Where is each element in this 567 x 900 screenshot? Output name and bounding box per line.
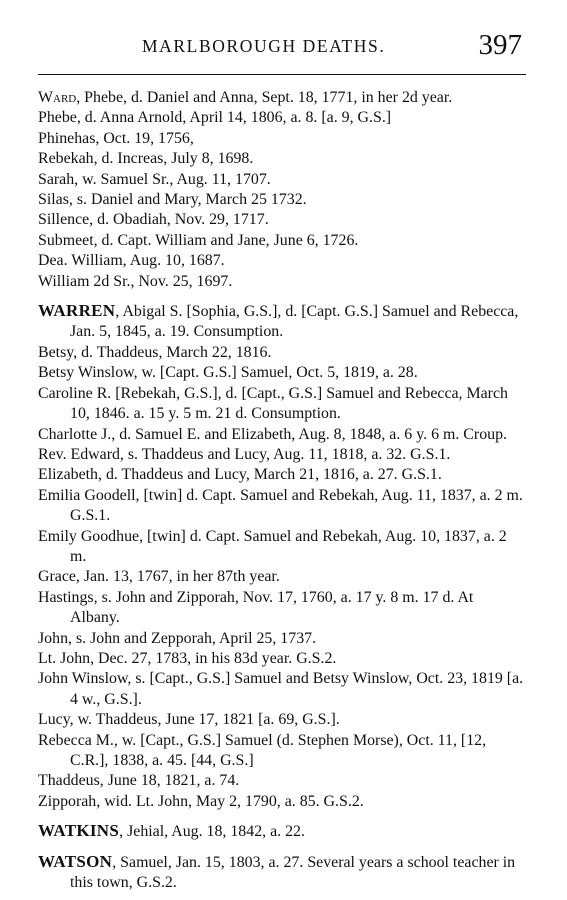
record-entry: Hastings, s. John and Zipporah, Nov. 17, 1760, a. 17 y. 8 m. 17 d. At Albany.: [38, 588, 474, 627]
surname-heading: WATKINS: [38, 821, 120, 841]
group-gap: [38, 843, 526, 852]
record-entry: Elizabeth, d. Thaddeus and Lucy, March 21, 1816, a. 27. G.S.1.: [38, 466, 442, 484]
record-entry: Sillence, d. Obadiah, Nov. 29, 1717.: [38, 211, 269, 229]
header-rule: [38, 74, 526, 75]
record-entry: WATSON, Samuel, Jan. 15, 1803, a. 27. Several years a school teacher in this town, G.S.2.: [38, 851, 516, 892]
record-entry: Lt. John, Dec. 27, 1783, in his 83d year. G.S.2.: [38, 649, 337, 667]
group-gap: [38, 812, 526, 821]
record-entry: John, s. John and Zepporah, April 25, 1737.: [38, 629, 317, 647]
surname-heading: WATSON: [38, 851, 113, 871]
record-entry: Thaddeus, June 18, 1821, a. 74.: [38, 772, 240, 790]
record-entry: John Winslow, s. [Capt., G.S.] Samuel and Betsy Winslow, Oct. 23, 1819 [a. 4 w., G.S.].: [38, 670, 524, 708]
record-entry: William 2d Sr., Nov. 25, 1697.: [38, 272, 233, 290]
record-entry: Lucy, w. Thaddeus, June 17, 1821 [a. 69, G.S.].: [38, 711, 340, 729]
death-records: [38, 88, 526, 893]
record-entry: Ward, Phebe, d. Daniel and Anna, Sept. 18, 1771, in her 2d year.: [38, 89, 453, 106]
record-entry: Dea. William, Aug. 10, 1687.: [38, 252, 225, 270]
record-entry: Rebecca M., w. [Capt., G.S.] Samuel (d. Stephen Morse), Oct. 11, [12, C.R.], 1838, a. 45. [44, G.S.]: [38, 731, 487, 769]
record-entry: Rev. Edward, s. Thaddeus and Lucy, Aug. 11, 1818, a. 32. G.S.1.: [38, 445, 451, 463]
record-entry: Caroline R. [Rebekah, G.S.], d. [Capt., G.S.] Samuel and Rebecca, March 10, 1846. a. 15 y. 5 m. 21 d. Consumption.: [38, 384, 508, 423]
record-entry: Silas, s. Daniel and Mary, March 25 1732.: [38, 191, 307, 209]
record-entry: Submeet, d. Capt. William and Jane, June 6, 1726.: [38, 231, 359, 249]
record-entry: Zipporah, wid. Lt. John, May 2, 1790, a. 85. G.S.2.: [38, 792, 364, 810]
record-entry: Grace, Jan. 13, 1767, in her 87th year.: [38, 568, 280, 586]
page-header: [38, 30, 526, 64]
record-entry: Charlotte J., d. Samuel E. and Elizabeth, Aug. 8, 1848, a. 6 y. 6 m. Croup.: [38, 425, 507, 443]
record-entry: Rebekah, d. Increas, July 8, 1698.: [38, 150, 254, 168]
running-title: MARLBOROUGH DEATHS.: [142, 36, 386, 56]
page-number: 397: [478, 29, 522, 61]
record-entry: Sarah, w. Samuel Sr., Aug. 11, 1707.: [38, 170, 271, 188]
record-entry: Phebe, d. Anna Arnold, April 14, 1806, a. 8. [a. 9, G.S.]: [38, 109, 392, 127]
record-entry: WATKINS, Jehial, Aug. 18, 1842, a. 22.: [38, 821, 305, 841]
record-entry: Emilia Goodell, [twin] d. Capt. Samuel and Rebekah, Aug. 11, 1837, a. 2 m. G.S.1.: [38, 486, 523, 525]
group-gap: [38, 292, 526, 301]
record-entry: Emily Goodhue, [twin] d. Capt. Samuel and Rebekah, Aug. 10, 1837, a. 2 m.: [38, 527, 507, 565]
record-entry: Betsy, d. Thaddeus, March 22, 1816.: [38, 343, 272, 361]
record-entry: Phinehas, Oct. 19, 1756,: [38, 129, 194, 147]
record-entry: Betsy Winslow, w. [Capt. G.S.] Samuel, Oct. 5, 1819, a. 28.: [38, 364, 418, 382]
surname-heading: WARREN: [38, 301, 116, 321]
surname-heading: Ward: [38, 89, 77, 106]
record-entry: WARREN, Abigal S. [Sophia, G.S.], d. [Capt. G.S.] Samuel and Rebecca, Jan. 5, 1845, a. 19. Consumption.: [38, 301, 519, 341]
book-page: [38, 29, 526, 892]
